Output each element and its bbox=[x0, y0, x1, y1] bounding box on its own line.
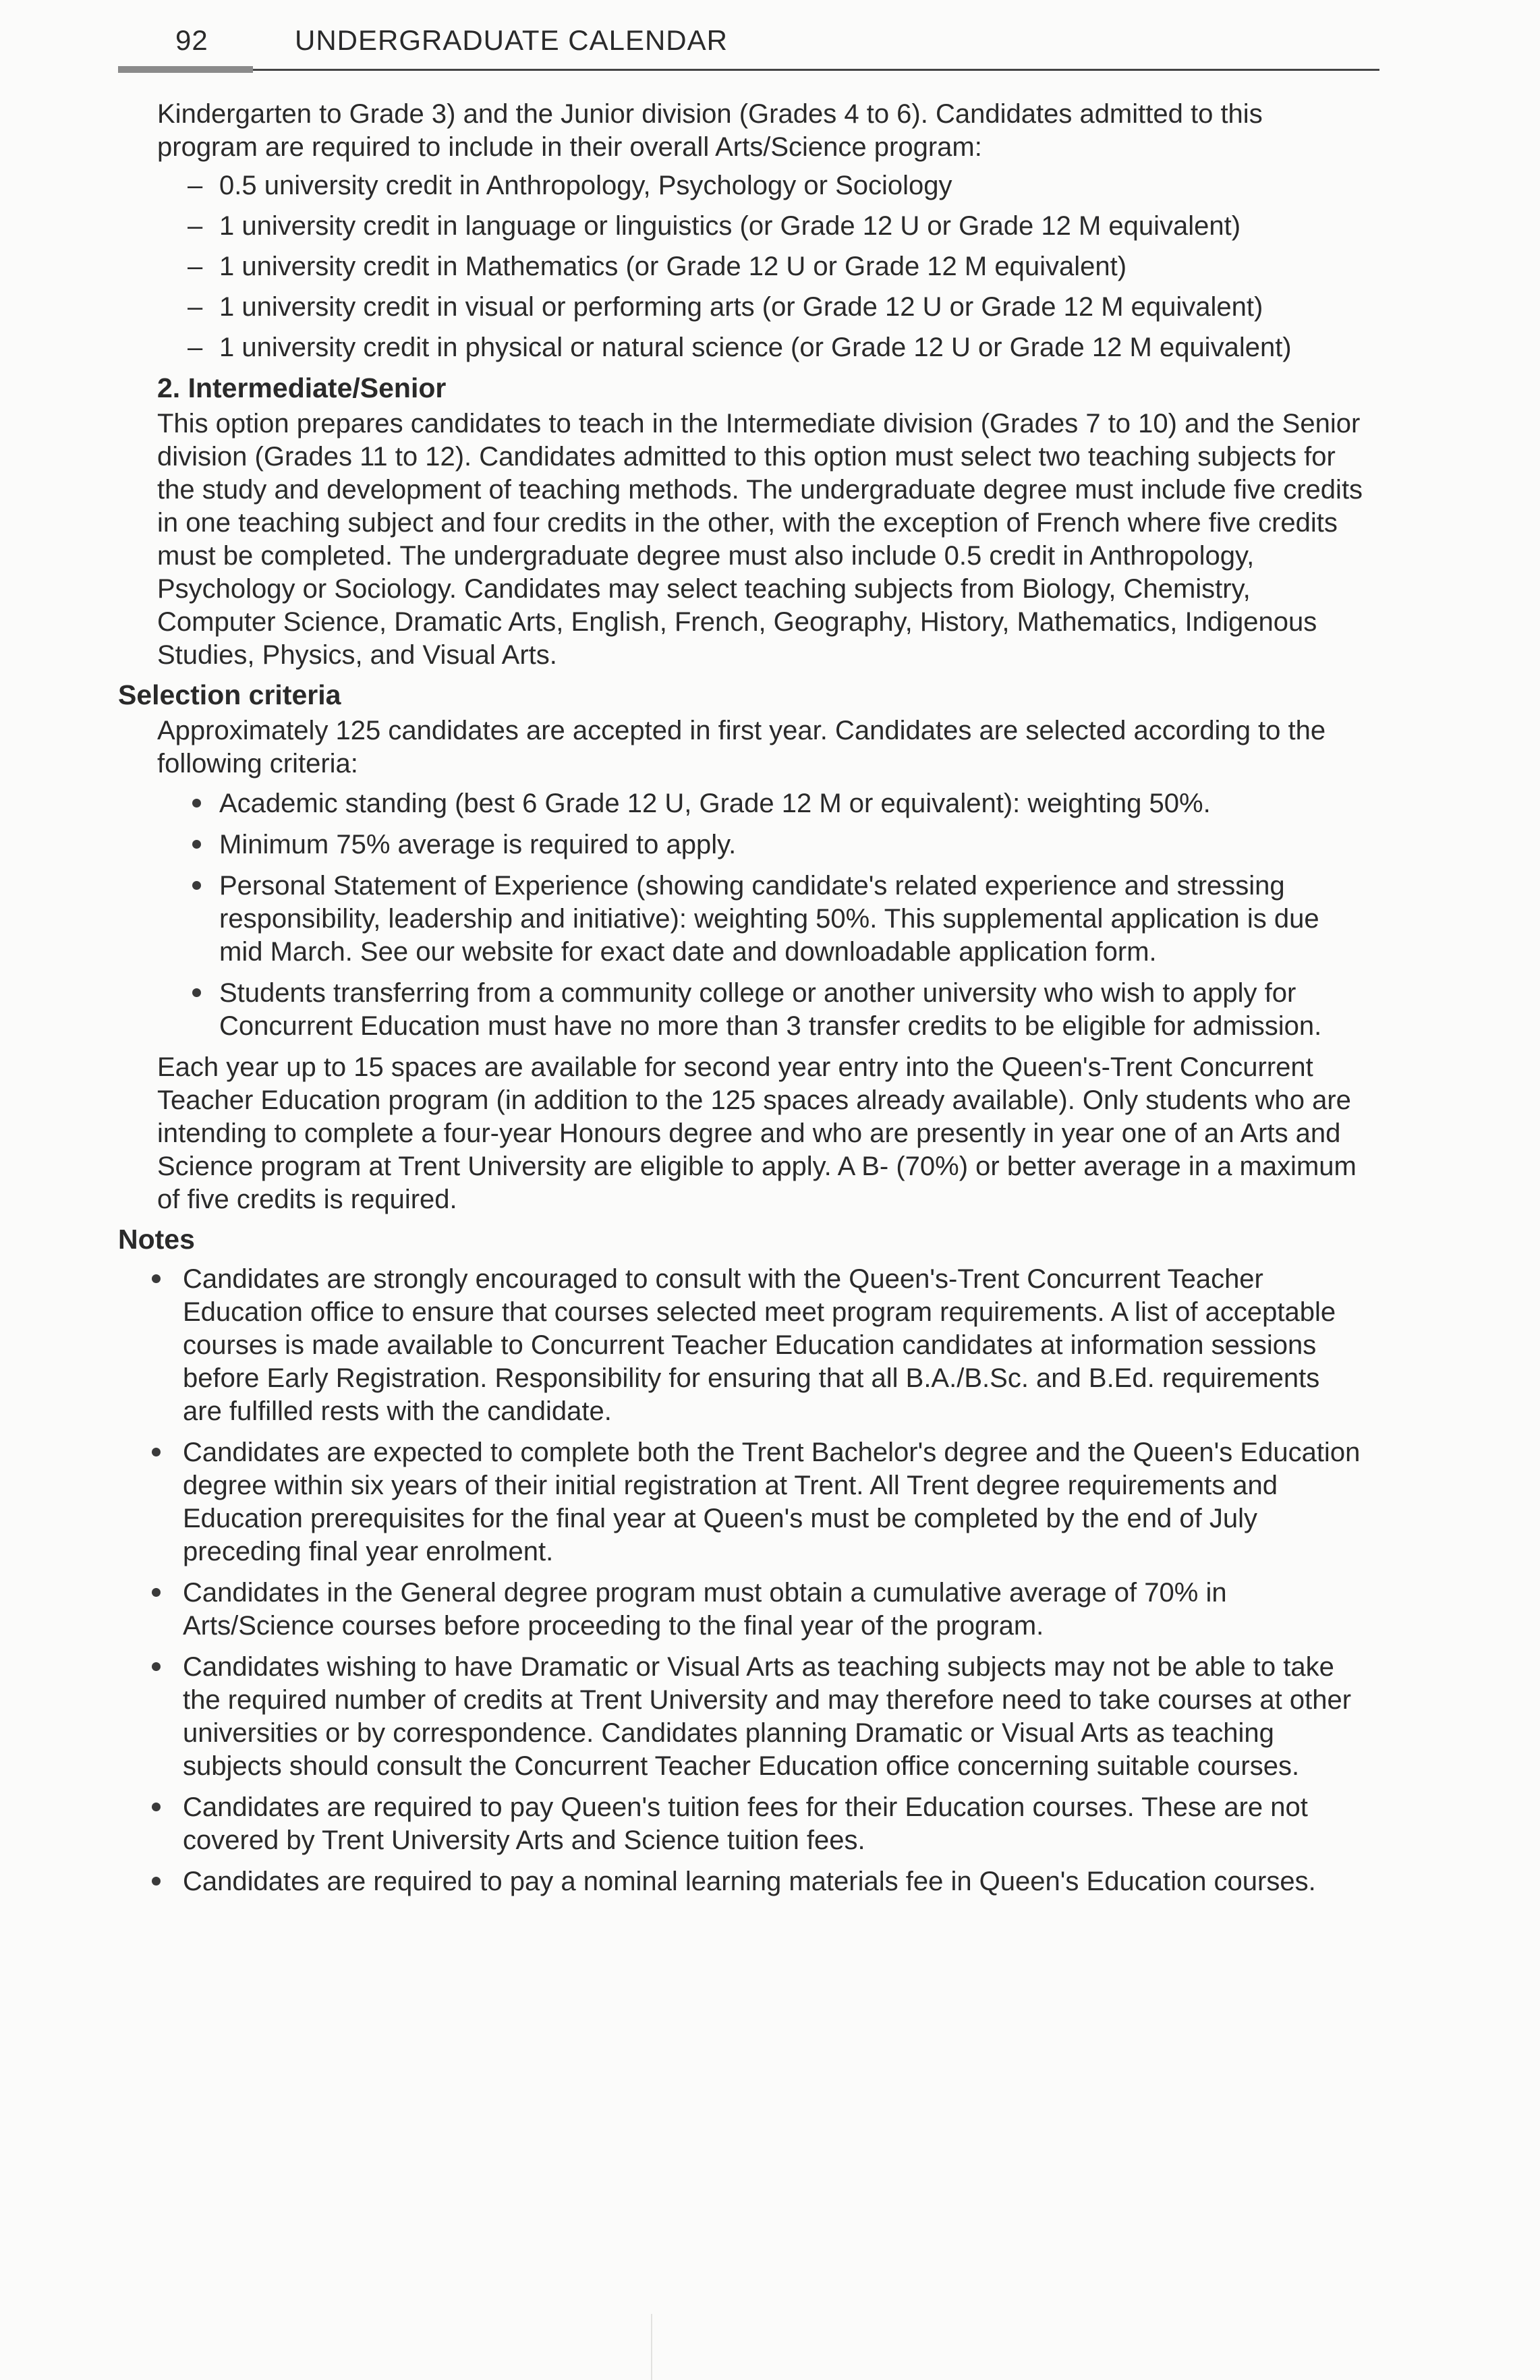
requirements-list bbox=[118, 169, 1366, 364]
second-year-entry-paragraph: Each year up to 15 spaces are available for second year entry into the Queen's-Trent Concurrent Teacher Education program (in addition to the 125 spaces already available). Only students who are intending to complete a four-year Honours degree and who are presently in year one of an Arts and Science program at Trent University are eligible to apply. A B- (70%) or better average in a maximum of five credits is required. bbox=[157, 1052, 1357, 1214]
note-text: Candidates wishing to have Dramatic or Visual Arts as teaching subjects may not be able to take the required number of credits at Trent University and may therefore need to take courses at other universities or by correspondence. Candidates planning Dramatic or Visual Arts as teaching subjects should consult the Concurrent Teacher Education office concerning suitable courses. bbox=[183, 1652, 1352, 1781]
criteria-list bbox=[118, 787, 1366, 1043]
note-text: Candidates are required to pay a nominal learning materials fee in Queen's Education courses. bbox=[183, 1867, 1316, 1896]
bullet-icon bbox=[152, 1448, 161, 1456]
bullet-icon bbox=[152, 1274, 161, 1283]
bullet-icon bbox=[192, 881, 201, 890]
criteria-item bbox=[118, 828, 1366, 861]
bullet-icon bbox=[152, 1877, 161, 1886]
requirement-item: – 1 university credit in physical or natural science (or Grade 12 U or Grade 12 M equivalent) bbox=[118, 331, 1366, 364]
criteria-item bbox=[118, 787, 1366, 820]
criteria-text: Personal Statement of Experience (showing candidate's related experience and stressing responsibility, leadership and initiative): weighting 50%. This supplemental application is due mid March. See our website for exact date and downloadable application form. bbox=[219, 871, 1319, 967]
intro-paragraph: Kindergarten to Grade 3) and the Junior division (Grades 4 to 6). Candidates admitted to this program are required to include in their overall Arts/Science program: bbox=[157, 99, 1263, 162]
intermediate-senior-heading: 2. Intermediate/Senior bbox=[157, 372, 447, 403]
note-item bbox=[118, 1436, 1366, 1568]
bullet-icon bbox=[152, 1803, 161, 1811]
note-item bbox=[118, 1651, 1366, 1783]
bullet-icon bbox=[192, 840, 201, 849]
header-rule bbox=[118, 69, 1379, 71]
intermediate-senior-paragraph: This option prepares candidates to teach in the Intermediate division (Grades 7 to 10) and the Senior division (Grades 11 to 12). Candidates admitted to this option must select two teaching subjects for the study and development of teaching methods. The undergraduate degree must include five credits in one teaching subject and four credits in the other, with the exception of French where five credits must be completed. The undergraduate degree must also include 0.5 credit in Anthropology, Psychology or Sociology. Candidates may select teaching subjects from Biology, Chemistry, Computer Science, Dramatic Arts, English, French, Geography, History, Mathematics, Indigenous Studies, Physics, and Visual Arts. bbox=[157, 409, 1363, 670]
running-head: UNDERGRADUATE CALENDAR bbox=[295, 24, 728, 56]
criteria-item bbox=[118, 977, 1366, 1043]
selection-intro-paragraph: Approximately 125 candidates are accepted in first year. Candidates are selected according to the following criteria: bbox=[157, 716, 1326, 778]
note-item bbox=[118, 1263, 1366, 1428]
requirement-item: – 0.5 university credit in Anthropology, Psychology or Sociology bbox=[118, 169, 1366, 202]
page-header bbox=[118, 19, 1379, 73]
note-text: Candidates are strongly encouraged to consult with the Queen's-Trent Concurrent Teacher Education office to ensure that courses selected meet program requirements. A list of acceptable courses is made available to Concurrent Teacher Education candidates at information sessions before Early Registration. Responsibility for ensuring that all B.A./B.Sc. and B.Ed. requirements are fulfilled rests with the candidate. bbox=[183, 1264, 1336, 1426]
note-item bbox=[118, 1577, 1366, 1643]
notes-list bbox=[118, 1263, 1366, 1898]
bullet-icon bbox=[192, 988, 201, 997]
requirement-item: – 1 university credit in Mathematics (or Grade 12 U or Grade 12 M equivalent) bbox=[118, 250, 1366, 283]
notes-heading: Notes bbox=[118, 1224, 195, 1255]
page-fold-mark bbox=[651, 2314, 652, 2380]
note-text: Candidates in the General degree program must obtain a cumulative average of 70% in Arts/Science courses before proceeding to the final year of the program. bbox=[183, 1578, 1227, 1641]
bullet-icon bbox=[152, 1662, 161, 1671]
bullet-icon bbox=[192, 799, 201, 808]
criteria-item bbox=[118, 870, 1366, 969]
page-number: 92 bbox=[175, 24, 208, 56]
page-content bbox=[118, 98, 1366, 1906]
note-item bbox=[118, 1865, 1366, 1898]
note-text: Candidates are required to pay Queen's tuition fees for their Education courses. These are not covered by Trent University Arts and Science tuition fees. bbox=[183, 1792, 1308, 1855]
selection-criteria-heading: Selection criteria bbox=[118, 679, 341, 710]
note-text: Candidates are expected to complete both the Trent Bachelor's degree and the Queen's Education degree within six years of their initial registration at Trent. All Trent degree requirements and Education prerequisites for the final year at Queen's must be completed by the end of July preceding final year enrolment. bbox=[183, 1438, 1361, 1566]
requirement-item: – 1 university credit in language or linguistics (or Grade 12 U or Grade 12 M equivalent) bbox=[118, 210, 1366, 243]
note-item bbox=[118, 1791, 1366, 1857]
criteria-text: Students transferring from a community college or another university who wish to apply for Concurrent Education must have no more than 3 transfer credits to be eligible for admission. bbox=[219, 978, 1322, 1041]
header-rule-accent bbox=[118, 66, 253, 73]
criteria-text: Minimum 75% average is required to apply. bbox=[219, 830, 737, 859]
bullet-icon bbox=[152, 1588, 161, 1597]
requirement-item: – 1 university credit in visual or performing arts (or Grade 12 U or Grade 12 M equivalent) bbox=[118, 291, 1366, 324]
criteria-text: Academic standing (best 6 Grade 12 U, Grade 12 M or equivalent): weighting 50%. bbox=[219, 789, 1211, 818]
